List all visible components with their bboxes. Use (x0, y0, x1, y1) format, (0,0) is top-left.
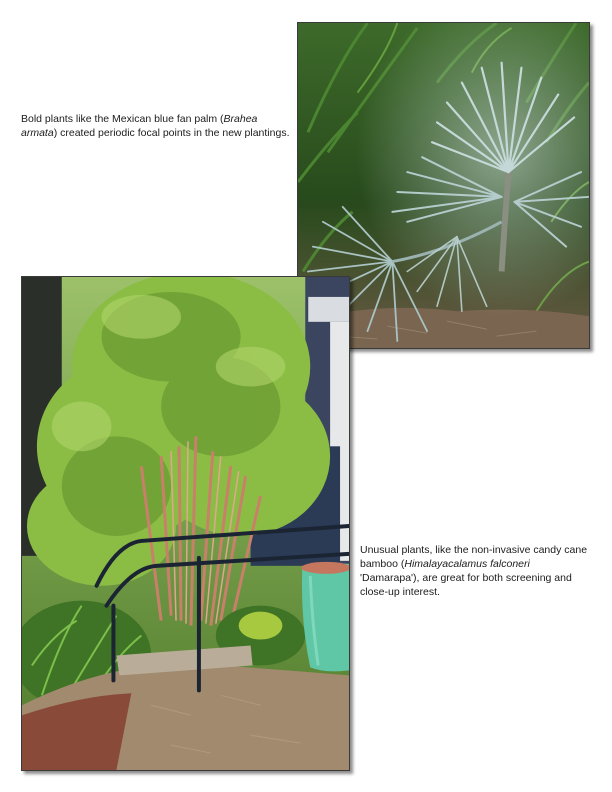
candy-cane-bamboo-photo (21, 276, 350, 771)
bamboo-caption-text-before: Unusual plants, like the non-invasive candy cane bamboo ( (360, 544, 588, 570)
bamboo-illustration (22, 277, 349, 770)
palm-scientific-name: Brahea armata (21, 113, 258, 139)
palm-caption-text-after: ) created periodic focal points in the new plantings. (53, 127, 290, 139)
palm-caption (21, 112, 291, 140)
bamboo-scientific-name: Himalayacalamus falconeri (404, 558, 530, 570)
bamboo-caption (360, 543, 590, 599)
palm-caption-text-before: Bold plants like the Mexican blue fan palm ( (21, 113, 224, 125)
bamboo-cultivar-name: 'Damarapa' (360, 572, 414, 584)
bamboo-caption-text-after: ), are great for both screening and close-up interest. (360, 572, 572, 598)
